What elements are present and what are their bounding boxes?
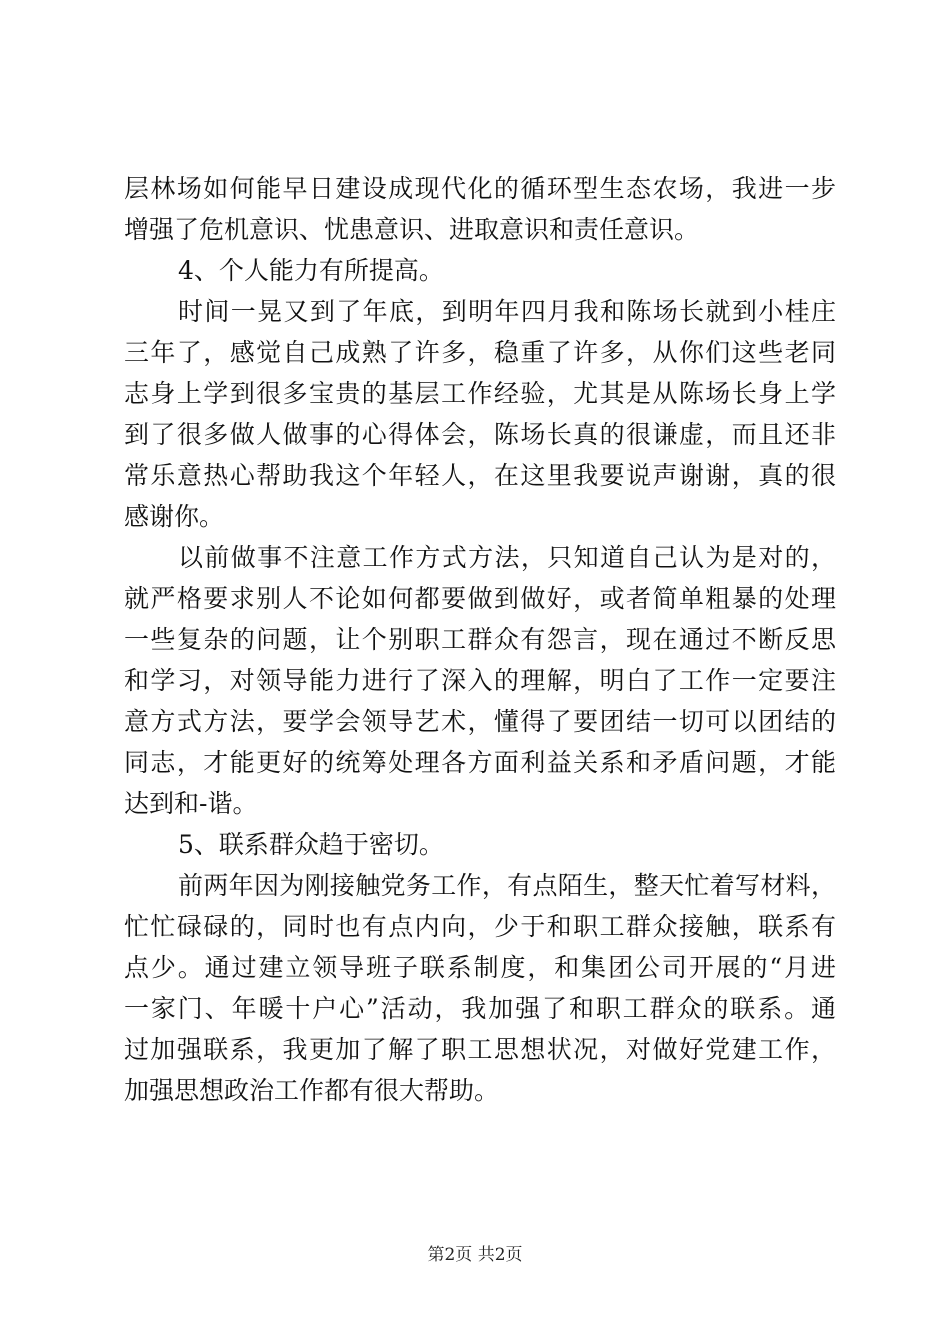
page-footer: 第2页 共2页 bbox=[427, 1245, 523, 1265]
text-line: 一些复杂的问题，让个别职工群众有怨言，现在通过不断反思 bbox=[124, 625, 836, 654]
text-line: 志身上学到很多宝贵的基层工作经验，尤其是从陈场长身上学 bbox=[124, 379, 836, 408]
text-line: 三年了，感觉自己成熟了许多，稳重了许多，从你们这些老同 bbox=[124, 338, 836, 367]
text-line: 到了很多做人做事的心得体会，陈场长真的很谦虚，而且还非 bbox=[124, 420, 836, 449]
text-line: 增强了危机意识、忧患意识、进取意识和责任意识。 bbox=[124, 215, 700, 244]
text-line: 和学习，对领导能力进行了深入的理解，明白了工作一定要注 bbox=[124, 666, 836, 695]
document-body bbox=[124, 168, 836, 1111]
text-line: 常乐意热心帮助我这个年轻人，在这里我要说声谢谢，真的很 bbox=[124, 461, 836, 490]
text-line: 加强思想政治工作都有很大帮助。 bbox=[124, 1076, 500, 1105]
text-line: 同志，才能更好的统筹处理各方面利益关系和矛盾问题，才能 bbox=[124, 748, 836, 777]
text-line: 就严格要求别人不论如何都要做到做好，或者简单粗暴的处理 bbox=[124, 584, 836, 613]
text-line: 过加强联系，我更加了解了职工思想状况，对做好党建工作， bbox=[124, 1035, 836, 1064]
text-line: 层林场如何能早日建设成现代化的循环型生态农场，我进一步 bbox=[124, 174, 836, 203]
text-line: 感谢你。 bbox=[124, 502, 225, 531]
text-line: 忙忙碌碌的，同时也有点内向，少于和职工群众接触，联系有 bbox=[124, 912, 836, 941]
text-line: 4、个人能力有所提高。 bbox=[178, 256, 444, 285]
text-line: 时间一晃又到了年底，到明年四月我和陈场长就到小桂庄 bbox=[178, 297, 836, 326]
text-line: 前两年因为刚接触党务工作，有点陌生，整天忙着写材料， bbox=[178, 871, 836, 900]
text-line: 达到和-谐。 bbox=[124, 789, 258, 818]
text-line: 一家门、年暖十户心”活动，我加强了和职工群众的联系。通 bbox=[124, 994, 836, 1023]
text-line: 5、联系群众趋于密切。 bbox=[178, 830, 444, 859]
text-line: 以前做事不注意工作方式方法，只知道自己认为是对的， bbox=[178, 543, 836, 572]
text-line: 点少。通过建立领导班子联系制度，和集团公司开展的“月进 bbox=[124, 953, 836, 982]
text-line: 意方式方法，要学会领导艺术，懂得了要团结一切可以团结的 bbox=[124, 707, 836, 736]
